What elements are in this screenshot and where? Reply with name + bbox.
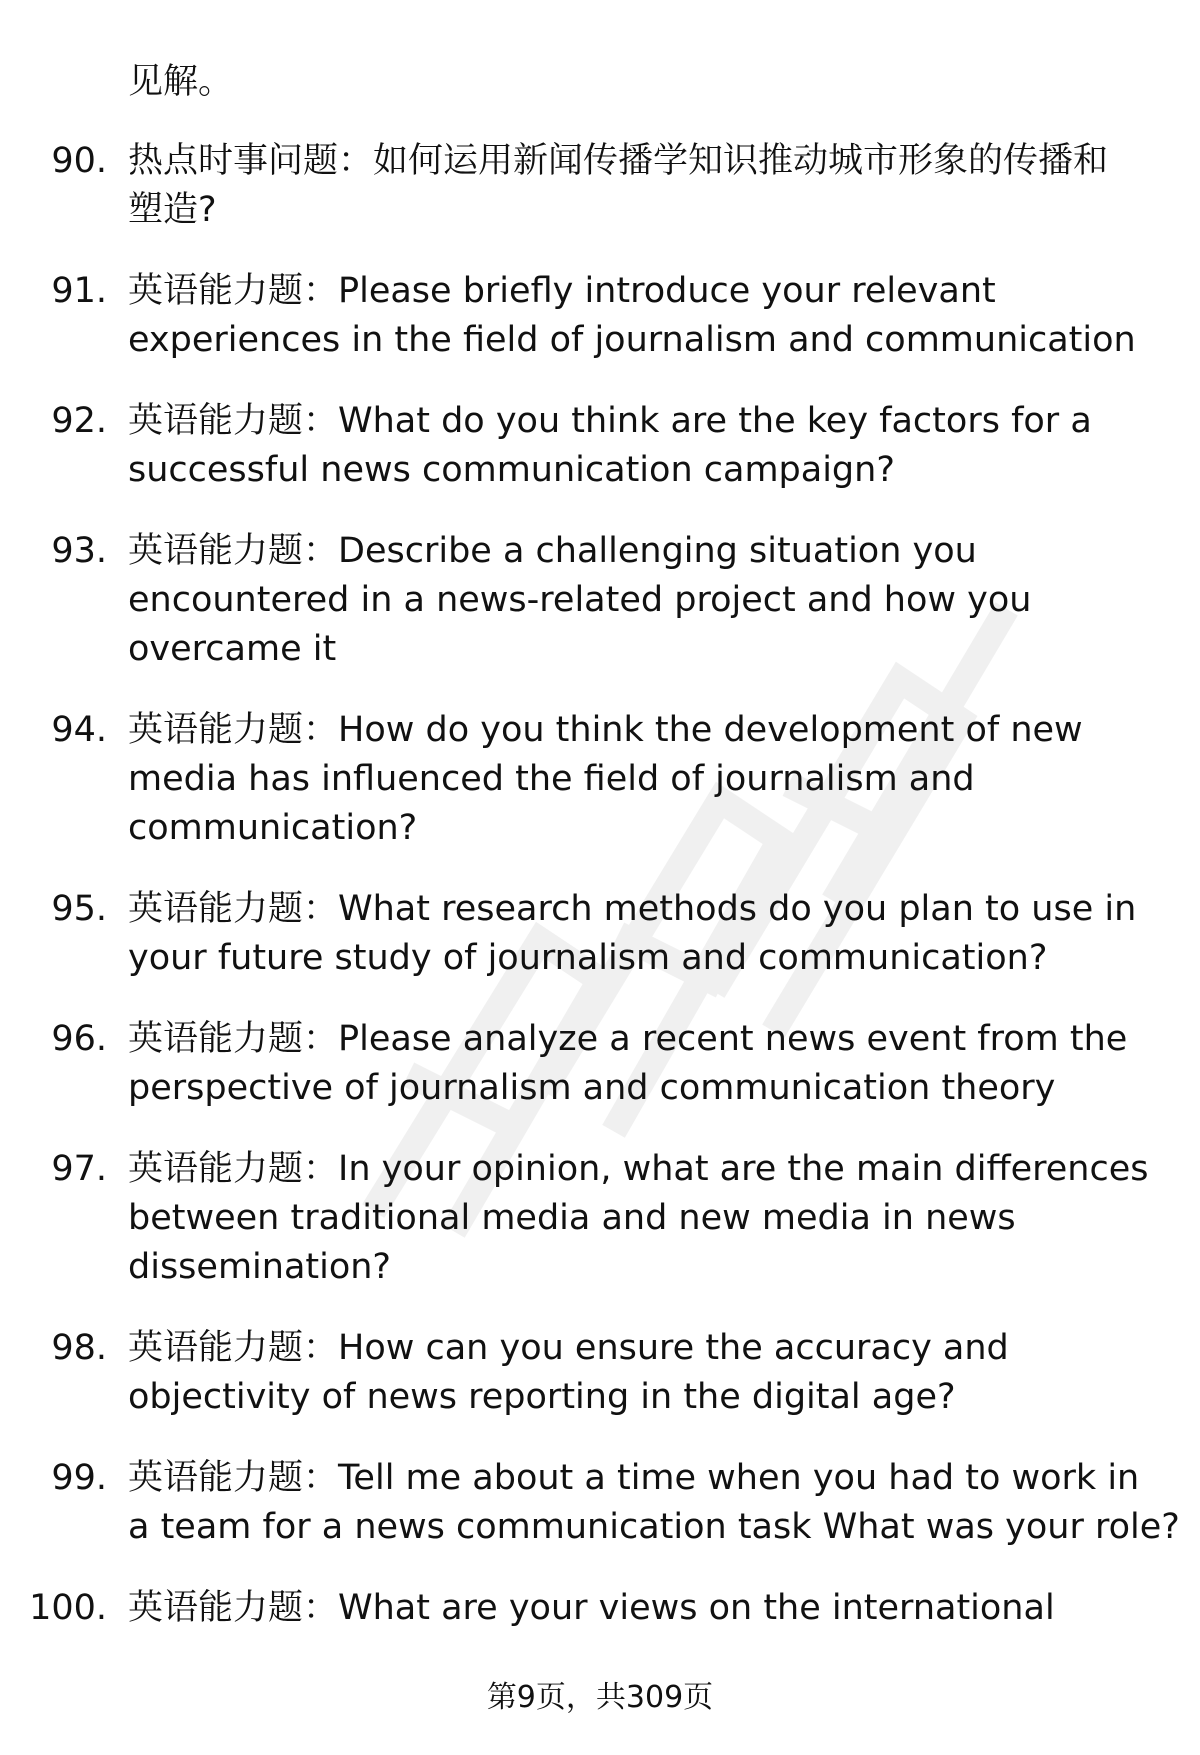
question-line: 英语能力题：What are your views on the international: [128, 1588, 1055, 1628]
question-text: [128, 885, 1178, 983]
question-number: 95.: [51, 889, 107, 929]
question-list: [0, 58, 1200, 1665]
question-line: 热点时事问题：如何运用新闻传播学知识推动城市形象的传播和: [128, 141, 1109, 181]
question-text: [128, 706, 1178, 853]
question-text: [128, 1145, 1178, 1292]
question-line: a team for a news communication task What was your role?: [128, 1507, 1180, 1547]
question-line: 英语能力题：Please analyze a recent news event from the: [128, 1019, 1128, 1059]
question-line: 塑造?: [128, 190, 217, 230]
question-number: 96.: [51, 1019, 107, 1059]
question-number: 97.: [51, 1149, 107, 1189]
question-item: [0, 1324, 1200, 1422]
question-line: 英语能力题：Tell me about a time when you had to work in: [128, 1458, 1140, 1498]
question-item: [0, 1015, 1200, 1113]
question-text: [128, 527, 1178, 674]
continuation-text: 见解。: [128, 62, 234, 102]
question-line: communication?: [128, 808, 418, 848]
question-number: 94.: [51, 710, 107, 750]
question-number: 90.: [51, 141, 107, 181]
question-item: [0, 885, 1200, 983]
question-item: [0, 137, 1200, 235]
question-text: [128, 1015, 1178, 1113]
question-item: [0, 527, 1200, 674]
question-line: between traditional media and new media in news: [128, 1198, 1016, 1238]
question-number: 99.: [51, 1458, 107, 1498]
question-number: 100.: [29, 1588, 107, 1628]
question-item: [0, 397, 1200, 495]
question-item: [0, 1454, 1200, 1552]
question-text: [128, 137, 1178, 235]
question-number: 98.: [51, 1328, 107, 1368]
question-line: objectivity of news reporting in the digital age?: [128, 1377, 956, 1417]
question-line: 英语能力题：Please briefly introduce your relevant: [128, 271, 996, 311]
question-number: 92.: [51, 401, 107, 441]
question-line: 英语能力题：Describe a challenging situation you: [128, 531, 977, 571]
question-item: [0, 267, 1200, 365]
question-line: 英语能力题：What do you think are the key factors for a: [128, 401, 1092, 441]
question-line: 英语能力题：How can you ensure the accuracy and: [128, 1328, 1009, 1368]
question-text: [128, 1584, 1178, 1633]
question-line: encountered in a news-related project and how you: [128, 580, 1032, 620]
question-line: 英语能力题：How do you think the development of new: [128, 710, 1083, 750]
question-item: [0, 706, 1200, 853]
question-item: [0, 1584, 1200, 1633]
question-line: successful news communication campaign?: [128, 450, 895, 490]
question-line: media has influenced the field of journalism and: [128, 759, 975, 799]
page-footer: 第9页，共309页: [486, 1680, 714, 1715]
question-line: perspective of journalism and communication theory: [128, 1068, 1056, 1108]
question-line: dissemination?: [128, 1247, 392, 1287]
question-line: experiences in the field of journalism and communication: [128, 320, 1136, 360]
question-text: [128, 1454, 1178, 1552]
question-line: overcame it: [128, 629, 337, 669]
question-text: [128, 267, 1178, 365]
question-item: [0, 1145, 1200, 1292]
question-number: 91.: [51, 271, 107, 311]
question-text: [128, 1324, 1178, 1422]
question-text: [128, 397, 1178, 495]
question-line: 英语能力题：In your opinion, what are the main differences: [128, 1149, 1149, 1189]
question-line: 英语能力题：What research methods do you plan to use in: [128, 889, 1137, 929]
question-number: 93.: [51, 531, 107, 571]
question-line: your future study of journalism and communication?: [128, 938, 1048, 978]
